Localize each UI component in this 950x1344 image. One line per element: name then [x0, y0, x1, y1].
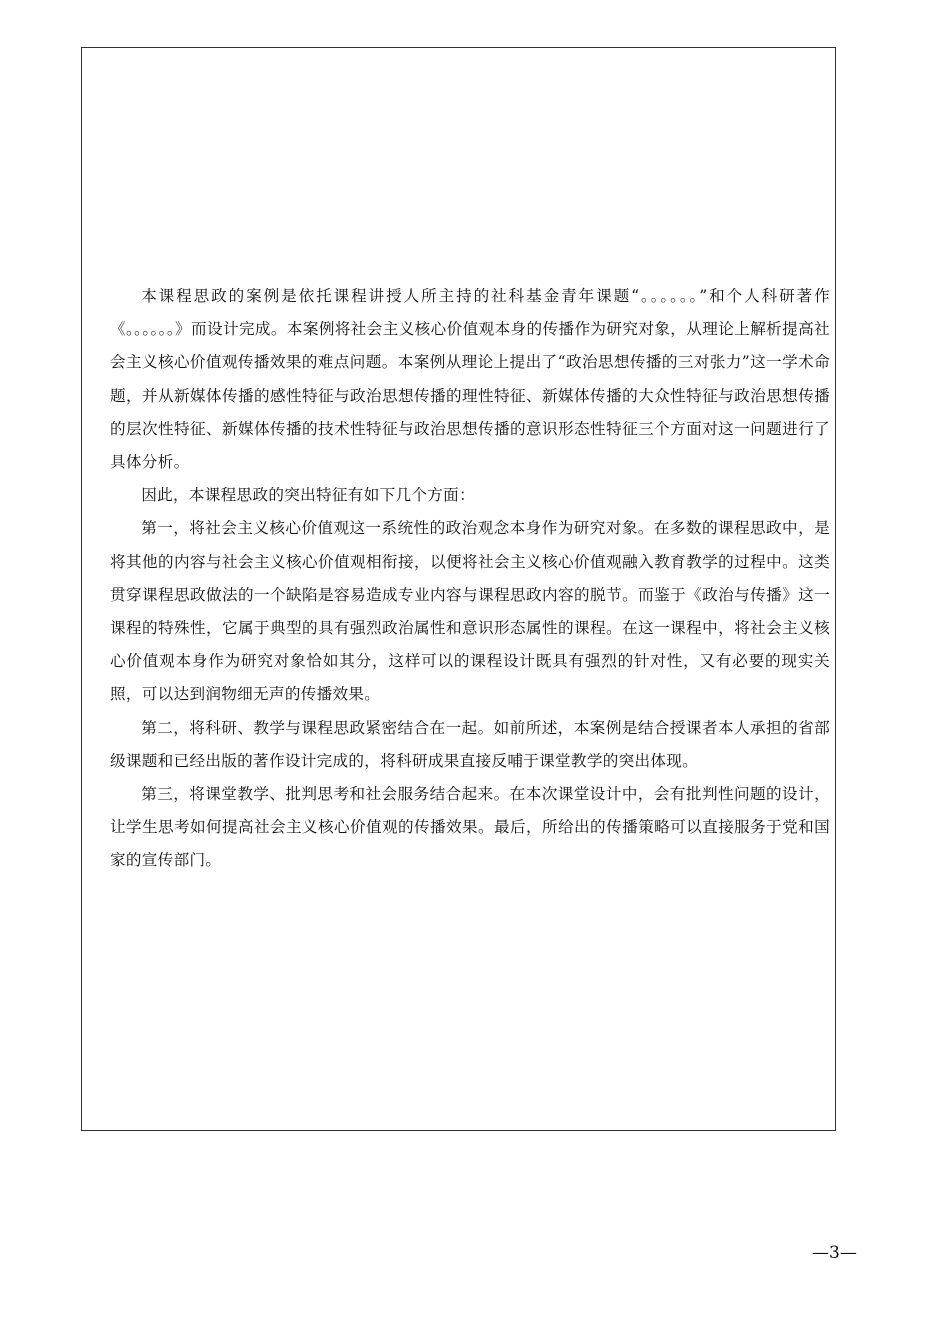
document-body: [110, 280, 830, 878]
paragraph-features-lead: 因此，本课程思政的突出特征有如下几个方面：: [141, 486, 475, 505]
page-number: —3—: [812, 1243, 857, 1263]
paragraph-first-feature: 第一，将社会主义核心价值观这一系统性的政治观念本身作为研究对象。在多数的课程思政中，是将其他的内容与社会主义核心价值观相衔接，以便将社会主义核心价值观融入教育教学的过程中。这类贯穿课程思政做法的一个缺陷是容易造成专业内容与课程思政内容的脱节。而鉴于《政治与传播》这一课程的特殊性，它属于典型的具有强烈政治属性和意识形态属性的课程。在这一课程中，将社会主义核心价值观本身作为研究对象恰如其分，这样可以的课程设计既具有强烈的针对性，又有必要的现实关照，可以达到润物细无声的传播效果。: [110, 519, 830, 704]
paragraph-second-feature: 第二，将科研、教学与课程思政紧密结合在一起。如前所述，本案例是结合授课者本人承担的省部级课题和已经出版的著作设计完成的，将科研成果直接反哺于课堂教学的突出体现。: [110, 718, 830, 770]
paragraph-third-feature: 第三，将课堂教学、批判思考和社会服务结合起来。在本次课堂设计中，会有批判性问题的设计，让学生思考如何提高社会主义核心价值观的传播效果。最后，所给出的传播策略可以直接服务于党和国家的宣传部门。: [110, 785, 830, 870]
paragraph-intro: 本课程思政的案例是依托课程讲授人所主持的社科基金青年课题“。。。。。。”和个人科研著作《。。。。。。》而设计完成。本案例将社会主义核心价值观本身的传播作为研究对象，从理论上解析提高社会主义核心价值观传播效果的难点问题。本案例从理论上提出了“政治思想传播的三对张力”这一学术命题，并从新媒体传播的感性特征与政治思想传播的理性特征、新媒体传播的大众性特征与政治思想传播的层次性特征、新媒体传播的技术性特征与政治思想传播的意识形态性特征三个方面对这一问题进行了具体分析。: [110, 287, 830, 472]
